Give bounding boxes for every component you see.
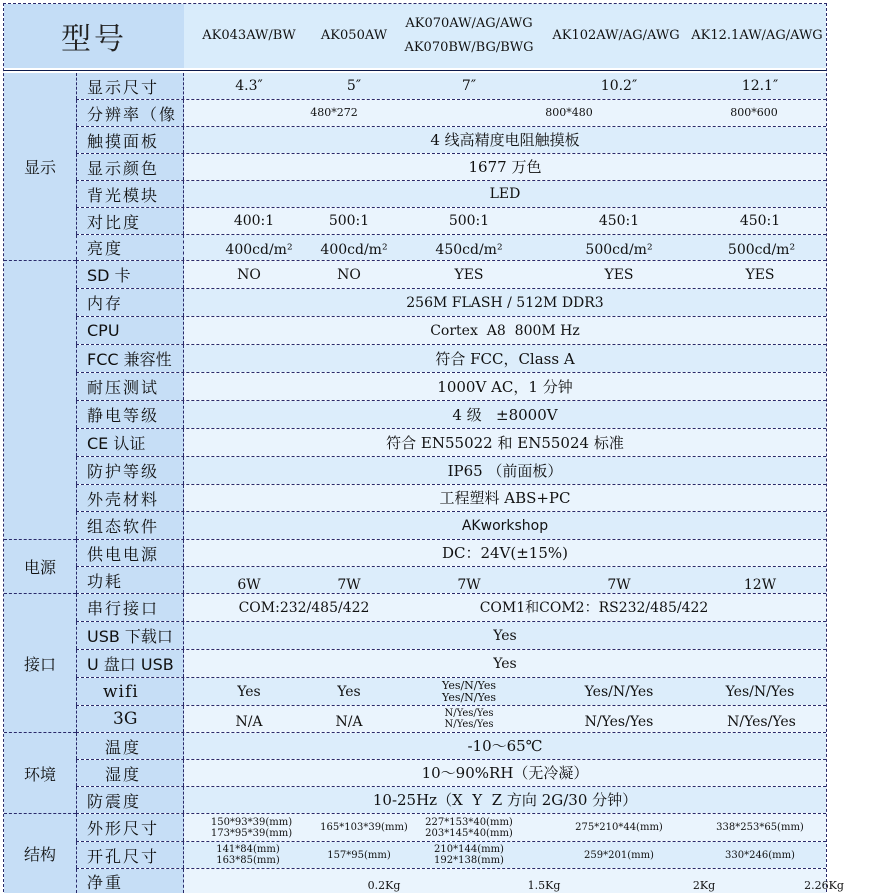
row-humidity: [76, 760, 826, 787]
row-label: 供电电源: [76, 540, 184, 566]
row-label: 3G: [76, 706, 184, 732]
cell-value: 338*253*65(mm): [716, 822, 804, 833]
row-usb-download: [76, 622, 826, 650]
row-label: 防护等级: [76, 457, 184, 484]
cell-value: 4.3″: [235, 78, 263, 94]
cell-value: 330*246(mm): [725, 849, 795, 861]
cell-value: 7W: [607, 577, 631, 593]
row-touch-panel: [76, 127, 826, 154]
cell-value: 400cd/m²: [225, 242, 293, 258]
group-interface: 接口: [4, 594, 76, 733]
cell-value: COM1和COM2：RS232/485/422: [479, 599, 709, 616]
row-weight: [76, 869, 844, 893]
cell-value: N/Yes/Yes: [444, 719, 494, 730]
row-label: FCC 兼容性: [76, 345, 184, 372]
row-label: 开孔尺寸: [76, 842, 184, 868]
model-header-ak121: [688, 4, 826, 68]
cell-value: 4 线高精度电阻触摸板: [430, 131, 580, 149]
model-name: AK070BW/BG/BWG: [404, 40, 534, 55]
row-label: 对比度: [76, 208, 184, 234]
cell-value: 203*145*40(mm): [425, 827, 513, 839]
cell-value: IP65 （前面板）: [447, 461, 563, 480]
row-label: 内存: [76, 289, 184, 316]
cell-value: -10～65℃: [467, 737, 543, 755]
cell-value: Yes: [493, 627, 517, 644]
cell-value: 12.1″: [741, 78, 779, 94]
cell-value: YES: [604, 266, 634, 283]
cell-value: YES: [745, 266, 775, 283]
row-cutout: [76, 842, 826, 869]
cell-value-stack: [394, 814, 544, 841]
cell-value: 500:1: [328, 213, 370, 229]
cell-value: 4 级 ±8000V: [452, 405, 558, 424]
row-memory: [76, 289, 826, 317]
row-label: 组态软件: [76, 512, 184, 539]
cell-value: 1.5Kg: [527, 879, 561, 892]
row-brightness: [76, 235, 826, 261]
model-header-ak050: [314, 4, 394, 68]
cell-value: 256M FLASH / 512M DDR3: [406, 294, 604, 311]
row-housing: [76, 485, 826, 512]
cell-value: N/Yes/Yes: [584, 714, 654, 730]
cell-value: 符合 EN55022 和 EN55024 标准: [386, 433, 624, 452]
cell-value: 141*84(mm): [216, 844, 280, 855]
row-3g: [76, 706, 826, 733]
row-software: [76, 512, 826, 540]
row-cpu: [76, 317, 826, 345]
cell-value: 163*85(mm): [216, 855, 280, 866]
spec-table: [3, 3, 844, 892]
cell-value: 7″: [461, 78, 477, 94]
row-label: 耐压测试: [76, 373, 184, 400]
cell-value: N/Yes/Yes: [727, 714, 796, 730]
row-usb-disk: [76, 650, 826, 678]
row-resolution: [76, 100, 826, 127]
cell-value: 210*144(mm): [434, 844, 504, 855]
row-backlight: [76, 181, 826, 208]
cell-value: 400:1: [233, 213, 275, 229]
cell-value: AKworkshop: [461, 517, 549, 534]
row-esd: [76, 401, 826, 429]
cell-value: 500cd/m²: [727, 242, 796, 258]
cell-value: N/Yes/Yes: [444, 708, 494, 719]
cell-value: 173*95*39(mm): [210, 827, 293, 839]
row-label: 分辨率（像: [76, 100, 184, 126]
cell-value: 192*138(mm): [434, 855, 504, 866]
cell-value: 0.2Kg: [367, 879, 401, 892]
cell-value: Yes/N/Yes: [442, 690, 496, 704]
model-name: AK043AW/BW: [202, 28, 296, 43]
cell-value: 工程塑料 ABS+PC: [439, 489, 571, 507]
cell-value: 1677 万色: [468, 158, 542, 176]
cell-value: N/A: [235, 714, 263, 730]
group-display: 显示: [4, 73, 76, 261]
row-contrast: [76, 208, 826, 235]
cell-value: 2Kg: [692, 879, 716, 892]
group-structure: 结构: [4, 814, 76, 893]
row-label: 背光模块: [76, 181, 184, 207]
row-screen-size: [76, 73, 826, 100]
row-label: 静电等级: [76, 401, 184, 428]
cell-value: 5″: [346, 78, 362, 94]
cell-value: NO: [237, 266, 261, 283]
row-voltage-test: [76, 373, 826, 401]
row-label: SD 卡: [76, 261, 184, 288]
model-name: AK102AW/AG/AWG: [552, 28, 680, 43]
cell-value: 12W: [743, 577, 777, 593]
cell-value: N/A: [335, 714, 363, 730]
cell-value: 157*95(mm): [327, 849, 391, 861]
cell-value: 10～90%RH（无冷凝）: [421, 764, 589, 782]
cell-value: 10-25Hz（X Y Z 方向 2G/30 分钟）: [372, 791, 638, 809]
cell-value: 259*201(mm): [584, 849, 654, 861]
cell-value: LED: [489, 186, 521, 202]
cell-value: YES: [454, 266, 484, 283]
cell-value: 7W: [457, 577, 481, 593]
cell-value: COM:232/485/422: [238, 599, 370, 616]
row-label: 亮度: [76, 235, 184, 260]
row-serial-port: [76, 594, 826, 622]
cell-value: Yes: [237, 683, 261, 700]
cell-value: 480*272: [310, 106, 358, 119]
row-label: 温度: [76, 733, 184, 759]
row-label: 外壳材料: [76, 485, 184, 511]
cell-value: 符合 FCC，Class A: [435, 349, 575, 368]
row-power-supply: [76, 540, 826, 567]
table-title: 型号: [4, 4, 184, 68]
cell-value-stack: [184, 842, 312, 868]
row-protection: [76, 457, 826, 485]
cell-value: DC：24V(±15%): [441, 544, 569, 562]
row-label: 湿度: [76, 760, 184, 786]
cell-value: 10.2″: [600, 78, 638, 94]
group-power: 电源: [4, 540, 76, 594]
cell-value: 450cd/m²: [435, 242, 503, 258]
group-environment: 环境: [4, 733, 76, 814]
cell-value-stack: [394, 842, 544, 868]
cell-value: 450:1: [598, 213, 640, 229]
row-label: 显示尺寸: [76, 73, 184, 99]
model-header-ak043: [184, 4, 314, 68]
group-general-spacer: [4, 261, 76, 540]
row-label: 功耗: [76, 567, 184, 593]
row-dimensions: [76, 814, 826, 842]
model-header-ak070: [394, 4, 544, 68]
cell-value-stack: [394, 706, 544, 732]
row-label: CPU: [76, 317, 184, 344]
model-name: AK12.1AW/AG/AWG: [691, 28, 823, 43]
cell-value: 6W: [237, 577, 261, 593]
cell-value: Yes: [337, 683, 361, 700]
row-sd-card: [76, 261, 826, 289]
cell-value: Yes/N/Yes: [725, 683, 795, 700]
row-ce: [76, 429, 826, 457]
cell-value: 800*600: [730, 106, 778, 119]
row-label: 净重: [76, 869, 184, 893]
row-label: 触摸面板: [76, 127, 184, 153]
row-label: 串行接口: [76, 594, 184, 621]
row-power-consumption: [76, 567, 826, 594]
row-label: 外形尺寸: [76, 814, 184, 841]
row-wifi: [76, 678, 826, 706]
cell-value: 227*153*40(mm): [425, 816, 513, 828]
cell-value: 7W: [337, 577, 361, 593]
cell-value: NO: [337, 266, 361, 283]
row-display-colors: [76, 154, 826, 181]
row-temperature: [76, 733, 826, 760]
cell-value: 1000V AC，1 分钟: [437, 377, 573, 396]
cell-value: 800*480: [545, 106, 593, 119]
cell-value: 2.26Kg: [804, 879, 844, 892]
cell-value: 500:1: [448, 213, 490, 229]
model-name: AK050AW: [320, 28, 388, 43]
row-vibration: [76, 787, 826, 814]
row-label: wifi: [76, 678, 184, 705]
row-label: 防震度: [76, 787, 184, 813]
row-label: 显示颜色: [76, 154, 184, 180]
row-label: USB 下载口: [76, 622, 184, 649]
cell-value: 450:1: [739, 213, 781, 229]
model-name: AK070AW/AG/AWG: [405, 16, 533, 31]
cell-value: 275*210*44(mm): [575, 822, 663, 833]
cell-value: Cortex A8 800M Hz: [430, 322, 580, 339]
cell-value: 165*103*39(mm): [320, 822, 408, 833]
cell-value-stack: [394, 678, 544, 705]
row-label: CE 认证: [76, 429, 184, 456]
row-fcc: [76, 345, 826, 373]
cell-value: Yes/N/Yes: [584, 683, 654, 700]
model-header-ak102: [544, 4, 688, 68]
cell-value: Yes/N/Yes: [442, 678, 496, 692]
cell-value: 400cd/m²: [320, 242, 388, 258]
cell-value: 150*93*39(mm): [210, 816, 293, 828]
cell-value: 500cd/m²: [585, 242, 653, 258]
cell-value-stack: [184, 814, 319, 841]
cell-value: Yes: [493, 655, 517, 672]
row-label: U 盘口 USB: [76, 650, 184, 677]
